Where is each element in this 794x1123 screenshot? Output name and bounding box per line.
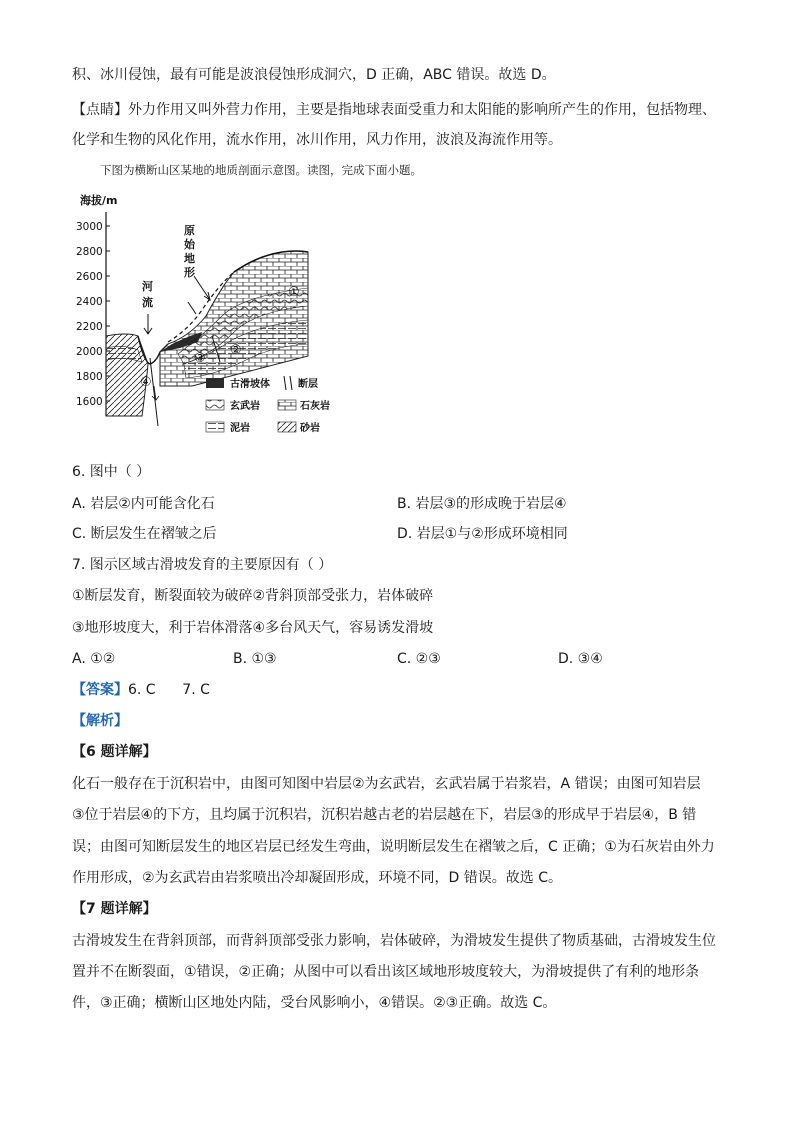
text-line: 积、冰川侵蚀，最有可能是波浪侵蚀形成洞穴，D 正确，ABC 错误。故选 D。 xyxy=(72,67,556,83)
figure-intro: 下图为横断山区某地的地质剖面示意图。读图，完成下面小题。 xyxy=(100,163,422,177)
answer-text: 6. C 7. C xyxy=(128,682,210,698)
detail6-title: 【6 题详解】 xyxy=(72,744,157,760)
label-original-terrain xyxy=(184,223,196,279)
q6-option-a[interactable]: A. 岩层②内可能含化石 xyxy=(72,496,215,512)
y-tick-label: 3000 xyxy=(76,221,103,233)
legend xyxy=(206,376,330,434)
svg-text:流: 流 xyxy=(142,296,153,309)
q7-stem: 7. 图示区域古滑坡发育的主要原因有（ ） xyxy=(72,557,333,573)
layer-label-2: ② xyxy=(230,343,242,358)
legend-mudstone: 泥岩 xyxy=(230,423,250,434)
q7-option-b[interactable]: B. ①③ xyxy=(233,651,277,667)
detail6-line: ③位于岩层④的下方，且均属于沉积岩，沉积岩越古老的岩层越在下，岩层③的形成早于岩层④，B 错 xyxy=(72,807,697,823)
detail7-line: 置并不在断裂面，①错误，②正确；从图中可以看出该区域地形坡度较大，为滑坡提供了有利的地形条 xyxy=(72,964,700,980)
legend-limestone: 石灰岩 xyxy=(300,401,330,412)
q7-option-a[interactable]: A. ①② xyxy=(72,651,116,667)
y-tick-label: 2400 xyxy=(76,296,103,308)
layer-label-3: ③ xyxy=(194,351,206,366)
svg-text:地: 地 xyxy=(184,252,195,265)
detail6-line: 作用形成，②为玄武岩由岩浆喷出冷却凝固形成，环境不同，D 错误。故选 C。 xyxy=(72,870,563,886)
analysis-label: 【解析】 xyxy=(72,713,128,729)
y-tick-label: 1600 xyxy=(76,396,103,408)
label-river xyxy=(142,279,153,309)
detail6-line: 化石一般存在于沉积岩中，由图可知图中岩层②为玄武岩，玄武岩属于岩浆岩，A 错误；由图可知岩层 xyxy=(72,776,701,792)
y-tick-label: 2200 xyxy=(76,321,103,333)
y-tick-label: 2000 xyxy=(76,346,103,358)
legend-basalt: 玄武岩 xyxy=(230,401,260,412)
q6-option-b[interactable]: B. 岩层③的形成晚于岩层④ xyxy=(397,496,567,512)
svg-text:形: 形 xyxy=(184,266,195,279)
svg-text:原: 原 xyxy=(184,224,195,237)
answer-label: 【答案】 xyxy=(72,682,128,698)
detail7-title: 【7 题详解】 xyxy=(72,901,157,917)
q7-reason-line: ①断层发育，断裂面较为破碎②背斜顶部受张力，岩体破碎 xyxy=(72,588,434,604)
q6-option-c[interactable]: C. 断层发生在褶皱之后 xyxy=(72,526,217,542)
y-tick-label: 2800 xyxy=(76,246,103,258)
legend-fault: 断层 xyxy=(298,379,318,390)
q7-reason-line: ③地形坡度大，利于岩体滑落④多台风天气，容易诱发滑坡 xyxy=(72,620,434,636)
layer-label-1: ① xyxy=(288,285,300,300)
text-line: 化学和生物的风化作用，流水作用，冰川作用，风力作用，波浪及海流作用等。 xyxy=(72,132,562,148)
y-tick-label: 2600 xyxy=(76,271,103,283)
legend-sandstone: 砂岩 xyxy=(300,423,320,434)
geologic-profile-figure xyxy=(72,186,362,446)
text-line: 【点睛】外力作用又叫外营力作用，主要是指地球表面受重力和太阳能的影响所产生的作用，包括物理、 xyxy=(72,102,716,118)
detail7-line: 古滑坡发生在背斜顶部，而背斜顶部受张力影响，岩体破碎，为滑坡发生提供了物质基础，古滑坡发生位 xyxy=(72,933,716,949)
y-tick-label: 1800 xyxy=(76,371,103,383)
q7-option-d[interactable]: D. ③④ xyxy=(558,651,603,667)
detail6-line: 误；由图可知断层发生的地区岩层已经发生弯曲，说明断层发生在褶皱之后，C 正确；①为石灰岩由外力 xyxy=(72,839,715,855)
q6-option-d[interactable]: D. 岩层①与②形成环境相同 xyxy=(397,526,568,542)
svg-text:始: 始 xyxy=(184,238,195,251)
y-axis-title: 海拔/m xyxy=(80,194,118,207)
layer-label-4: ④ xyxy=(140,375,152,390)
legend-landslide: 古滑坡体 xyxy=(230,379,270,390)
detail7-line: 件，③正确；横断山区地处内陆，受台风影响小，④错误。②③正确。故选 C。 xyxy=(72,995,557,1011)
answer-line xyxy=(72,680,210,700)
q7-option-c[interactable]: C. ②③ xyxy=(397,651,441,667)
svg-text:河: 河 xyxy=(142,280,153,293)
q6-stem: 6. 图中（ ） xyxy=(72,464,151,480)
